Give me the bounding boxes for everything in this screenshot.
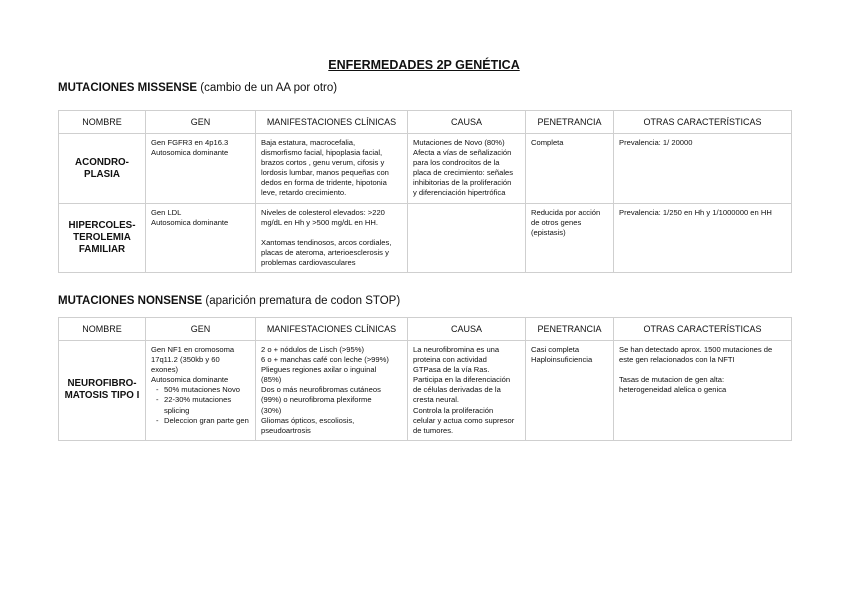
- section-heading-missense-rest: (cambio de un AA por otro): [197, 82, 338, 94]
- text-line: y diferenciación hipertrófica: [413, 188, 506, 198]
- text-line: proteina con actividad: [413, 355, 487, 365]
- text-line: placa de crecimiento: señales: [413, 168, 514, 178]
- nonsense-table: [58, 317, 792, 441]
- header-otras: OTRAS CARACTERÍSTICAS: [614, 318, 792, 341]
- text-line: Autosomica dominante: [151, 375, 229, 385]
- text-line: de tumores.: [413, 425, 454, 435]
- document-title: ENFERMEDADES 2P GENÉTICA: [328, 58, 520, 72]
- text-line: (30%): [261, 405, 282, 415]
- manifestaciones-cell: [256, 204, 408, 273]
- bullet-text: 50% mutaciones Novo: [164, 385, 240, 395]
- bullet-dash: -: [156, 385, 159, 395]
- bullet-dash: -: [156, 415, 159, 425]
- otras-cell: [614, 341, 792, 441]
- manifestaciones-cell: [256, 134, 408, 204]
- otras-cell: [614, 204, 792, 273]
- text-line: Reducida por acción: [531, 208, 601, 217]
- text-line: ACONDRO-: [75, 156, 129, 168]
- text-line: FAMILIAR: [78, 244, 126, 256]
- disease-name: [59, 341, 146, 441]
- text-line: cresta neural.: [413, 395, 460, 405]
- text-line: lordosis lumbar, manos pequeñas con: [261, 168, 389, 178]
- list-item: [156, 385, 250, 395]
- text-line: Prevalencia: 1/ 20000: [619, 138, 693, 147]
- text-line: GTPasa de la vía Ras.: [413, 365, 490, 375]
- text-line: exones): [151, 365, 179, 375]
- text-line: MATOSIS TIPO I: [64, 390, 140, 402]
- section-heading-missense: [58, 82, 337, 94]
- header-causa: CAUSA: [408, 318, 526, 341]
- text-line: brazos cortos , genu verum, cifosis y: [261, 158, 385, 168]
- header-gen: GEN: [146, 111, 256, 134]
- text-line: Casi completa: [531, 345, 580, 354]
- section-heading-missense-bold: MUTACIONES MISSENSE: [58, 82, 198, 94]
- text-line: de células derivadas de la: [413, 385, 501, 395]
- header-nombre: NOMBRE: [59, 111, 146, 134]
- text-line: problemas cardiovasculares: [261, 258, 356, 268]
- text-line: Participa en la diferenciación: [413, 375, 511, 385]
- table-row: [59, 204, 792, 273]
- text-line: Prevalencia: 1/250 en Hh y 1/1000000 en HH: [619, 208, 772, 217]
- text-line: este gen relacionados con la NFTI: [619, 355, 735, 365]
- penetrancia-cell: [526, 341, 614, 441]
- nonsense-header-row: [59, 318, 792, 341]
- otras-cell: [614, 134, 792, 204]
- text-line: leve, retardo crecimiento.: [261, 188, 347, 198]
- text-line: La neurofibromina es una: [413, 345, 500, 354]
- text-line: Gen FGFR3 en 4p16.3: [151, 138, 229, 147]
- text-line: 17q11.2 (350kb y 60: [151, 355, 220, 365]
- causa-cell: [408, 341, 526, 441]
- text-line: inhibitorias de la proliferación: [413, 178, 512, 188]
- text-line: TEROLEMIA: [73, 232, 131, 244]
- section-heading-nonsense-bold: MUTACIONES NONSENSE: [58, 295, 203, 307]
- text-line: Mutaciones de Novo (80%): [413, 138, 505, 147]
- text-line: celular y actua como supresor: [413, 415, 515, 425]
- table-row: [59, 341, 792, 441]
- text-line: (85%): [261, 375, 282, 385]
- text-line: (epistasis): [531, 228, 566, 238]
- text-line: de otros genes: [531, 218, 582, 228]
- table-row: [59, 134, 792, 204]
- text-line: Baja estatura, macrocefalia,: [261, 138, 356, 147]
- disease-name: [59, 134, 146, 204]
- text-line: pseudoartrosis: [261, 425, 311, 435]
- blank-line: [619, 365, 786, 375]
- gen-lines: [151, 345, 250, 385]
- bullet-text: 22-30% mutaciones splicing: [164, 395, 232, 415]
- text-line: Xantomas tendinosos, arcos cordiales,: [261, 238, 392, 248]
- section-heading-nonsense-rest: (aparición prematura de codon STOP): [202, 295, 401, 307]
- list-item: [156, 395, 250, 415]
- gen-cell: [146, 204, 256, 273]
- text-line: Niveles de colesterol elevados: >220: [261, 208, 385, 217]
- bullet-dash: -: [156, 395, 159, 405]
- text-line: Gliomas ópticos, escoliosis,: [261, 415, 355, 425]
- list-item: [156, 416, 250, 426]
- text-line: Dos o más neurofibromas cutáneos: [261, 385, 381, 395]
- gen-cell: [146, 134, 256, 204]
- header-manifestaciones: MANIFESTACIONES CLÍNICAS: [256, 318, 408, 341]
- text-line: Gen NF1 en cromosoma: [151, 345, 235, 354]
- missense-table: [58, 110, 792, 273]
- text-line: Autosomica dominante: [151, 148, 229, 158]
- text-line: Se han detectado aprox. 1500 mutaciones de: [619, 345, 773, 354]
- text-line: PLASIA: [84, 168, 120, 180]
- text-line: (99%) o neurofibroma plexiforme: [261, 395, 372, 405]
- text-line: Pliegues regiones axilar o inguinal: [261, 365, 377, 375]
- text-line: dismorfismo facial, hipoplasia facial,: [261, 148, 383, 158]
- text-line: mg/dL en Hh y >500 mg/dL en HH.: [261, 218, 378, 228]
- text-line: HIPERCOLES-: [68, 220, 136, 232]
- manifestaciones-cell: [256, 341, 408, 441]
- header-penetrancia: PENETRANCIA: [526, 111, 614, 134]
- header-manifestaciones: MANIFESTACIONES CLÍNICAS: [256, 111, 408, 134]
- penetrancia-cell: [526, 204, 614, 273]
- text-line: Completa: [531, 138, 564, 147]
- header-nombre: NOMBRE: [59, 318, 146, 341]
- gen-bullet-list: [151, 385, 250, 425]
- header-penetrancia: PENETRANCIA: [526, 318, 614, 341]
- text-line: para los condrocitos de la: [413, 158, 500, 168]
- text-line: Autosomica dominante: [151, 218, 229, 228]
- section-heading-nonsense: [58, 295, 400, 307]
- text-line: placas de ateroma, arterioesclerosis y: [261, 248, 389, 258]
- text-line: 2 o + nódulos de Lisch (>95%): [261, 345, 365, 354]
- header-causa: CAUSA: [408, 111, 526, 134]
- header-otras: OTRAS CARACTERÍSTICAS: [614, 111, 792, 134]
- penetrancia-cell: [526, 134, 614, 204]
- disease-name: [59, 204, 146, 273]
- text-line: Haploinsuficiencia: [531, 355, 593, 365]
- text-line: Tasas de mutacion de gen alta:: [619, 375, 725, 385]
- text-line: Gen LDL: [151, 208, 182, 217]
- blank-line: [261, 228, 402, 238]
- gen-cell: [146, 341, 256, 441]
- text-line: heterogeneidad alelica o genica: [619, 385, 727, 395]
- text-line: 6 o + manchas café con leche (>99%): [261, 355, 389, 365]
- header-gen: GEN: [146, 318, 256, 341]
- text-line: dedos en forma de tridente, hipotonia: [261, 178, 387, 188]
- text-line: Afecta a vías de señalización: [413, 148, 512, 158]
- missense-header-row: [59, 111, 792, 134]
- causa-cell: [408, 134, 526, 204]
- text-line: NEUROFIBRO-: [67, 378, 137, 390]
- bullet-text: Deleccion gran parte gen: [164, 415, 249, 425]
- text-line: Controla la proliferación: [413, 405, 494, 415]
- causa-cell: [408, 204, 526, 273]
